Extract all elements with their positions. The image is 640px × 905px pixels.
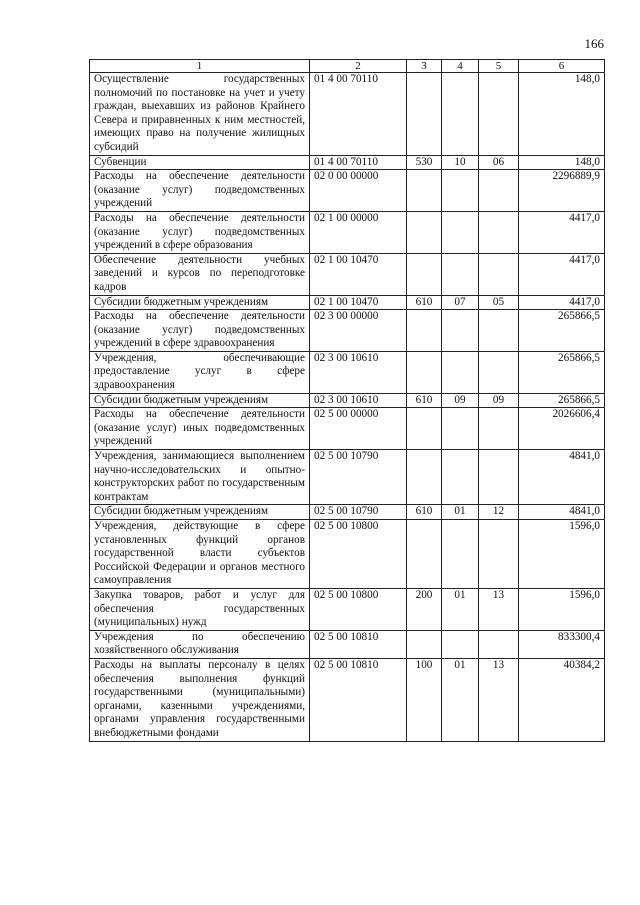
- table-row: [90, 351, 605, 393]
- target-code-cell: 02 5 00 00000: [310, 408, 407, 450]
- target-code-cell: 02 5 00 10800: [310, 520, 407, 589]
- expense-type-cell: [407, 520, 442, 589]
- target-code-cell: 02 1 00 00000: [310, 211, 407, 253]
- subsection-cell: 06: [479, 155, 519, 170]
- subsection-cell: [479, 351, 519, 393]
- subsection-cell: [479, 310, 519, 352]
- table-row: [90, 393, 605, 408]
- row-name-cell: Учреждения, действующие в сфере установленных функций органов государственной власти субъектов Российской Федерации и органов местного самоуправления: [90, 520, 310, 589]
- row-name-cell: Осуществление государственных полномочий по постановке на учет и учету граждан, выехавших из районов Крайнего Севера и приравненных к ним местностей, имеющих право на получение жилищных субсидий: [90, 73, 310, 156]
- target-code-cell: 02 3 00 10610: [310, 393, 407, 408]
- amount-cell: 833300,4: [519, 630, 605, 658]
- amount-cell: 40384,2: [519, 658, 605, 741]
- target-code-cell: 02 3 00 10610: [310, 351, 407, 393]
- row-name-cell: Субсидии бюджетным учреждениям: [90, 393, 310, 408]
- expense-type-cell: [407, 73, 442, 156]
- row-name-cell: Учреждения, обеспечивающие предоставление услуг в сфере здравоохранения: [90, 351, 310, 393]
- subsection-cell: 09: [479, 393, 519, 408]
- expense-type-cell: 610: [407, 393, 442, 408]
- page-number: 166: [584, 36, 604, 51]
- table-row: [90, 450, 605, 505]
- section-cell: 01: [442, 658, 479, 741]
- section-cell: [442, 310, 479, 352]
- section-cell: [442, 450, 479, 505]
- amount-cell: 2026606,4: [519, 408, 605, 450]
- row-name-cell: Субсидии бюджетным учреждениям: [90, 505, 310, 520]
- amount-cell: 4417,0: [519, 253, 605, 295]
- subsection-cell: [479, 520, 519, 589]
- expense-type-cell: [407, 170, 442, 212]
- section-cell: 09: [442, 393, 479, 408]
- section-cell: [442, 408, 479, 450]
- amount-cell: 148,0: [519, 155, 605, 170]
- amount-cell: 4841,0: [519, 505, 605, 520]
- target-code-cell: 02 5 00 10810: [310, 630, 407, 658]
- target-code-cell: 01 4 00 70110: [310, 73, 407, 156]
- amount-cell: 148,0: [519, 73, 605, 156]
- column-header: 1: [90, 60, 310, 73]
- section-cell: 01: [442, 588, 479, 630]
- section-cell: [442, 211, 479, 253]
- row-name-cell: Субвенции: [90, 155, 310, 170]
- table-row: [90, 310, 605, 352]
- column-header: 3: [407, 60, 442, 73]
- target-code-cell: 02 0 00 00000: [310, 170, 407, 212]
- section-cell: [442, 351, 479, 393]
- expense-type-cell: 200: [407, 588, 442, 630]
- section-cell: [442, 73, 479, 156]
- section-cell: [442, 630, 479, 658]
- table-row: [90, 630, 605, 658]
- expense-type-cell: 530: [407, 155, 442, 170]
- row-name-cell: Расходы на обеспечение деятельности (оказание услуг) подведомственных учреждений в сфере здравоохранения: [90, 310, 310, 352]
- target-code-cell: 02 3 00 00000: [310, 310, 407, 352]
- budget-table: [89, 59, 605, 742]
- expense-type-cell: 610: [407, 295, 442, 310]
- amount-cell: 265866,5: [519, 351, 605, 393]
- amount-cell: 265866,5: [519, 393, 605, 408]
- table-row: [90, 658, 605, 741]
- column-header: 4: [442, 60, 479, 73]
- row-name-cell: Расходы на обеспечение деятельности (оказание услуг) иных подведомственных учреждений: [90, 408, 310, 450]
- amount-cell: 4417,0: [519, 295, 605, 310]
- row-name-cell: Расходы на обеспечение деятельности (оказание услуг) подведомственных учреждений: [90, 170, 310, 212]
- subsection-cell: 13: [479, 588, 519, 630]
- amount-cell: 2296889,9: [519, 170, 605, 212]
- expense-type-cell: [407, 351, 442, 393]
- table-row: [90, 588, 605, 630]
- table-row: [90, 253, 605, 295]
- section-cell: 07: [442, 295, 479, 310]
- row-name-cell: Учреждения, занимающиеся выполнением научно-исследовательских и опытно-конструкторских работ по государственным контрактам: [90, 450, 310, 505]
- table-row: [90, 295, 605, 310]
- subsection-cell: [479, 211, 519, 253]
- target-code-cell: 02 5 00 10800: [310, 588, 407, 630]
- section-cell: 01: [442, 505, 479, 520]
- amount-cell: 4841,0: [519, 450, 605, 505]
- target-code-cell: 02 5 00 10790: [310, 505, 407, 520]
- expense-type-cell: 100: [407, 658, 442, 741]
- table-row: [90, 155, 605, 170]
- expense-type-cell: 610: [407, 505, 442, 520]
- column-header: 5: [479, 60, 519, 73]
- amount-cell: 1596,0: [519, 588, 605, 630]
- table-row: [90, 73, 605, 156]
- expense-type-cell: [407, 310, 442, 352]
- target-code-cell: 02 1 00 10470: [310, 295, 407, 310]
- table-row: [90, 170, 605, 212]
- section-cell: [442, 170, 479, 212]
- expense-type-cell: [407, 450, 442, 505]
- subsection-cell: [479, 170, 519, 212]
- subsection-cell: [479, 408, 519, 450]
- subsection-cell: [479, 253, 519, 295]
- subsection-cell: [479, 73, 519, 156]
- table-header-row: [90, 60, 605, 73]
- subsection-cell: 05: [479, 295, 519, 310]
- expense-type-cell: [407, 211, 442, 253]
- expense-type-cell: [407, 630, 442, 658]
- section-cell: [442, 520, 479, 589]
- subsection-cell: 13: [479, 658, 519, 741]
- table-body: [90, 73, 605, 742]
- row-name-cell: Закупка товаров, работ и услуг для обеспечения государственных (муниципальных) нужд: [90, 588, 310, 630]
- table-row: [90, 408, 605, 450]
- target-code-cell: 01 4 00 70110: [310, 155, 407, 170]
- target-code-cell: 02 5 00 10810: [310, 658, 407, 741]
- subsection-cell: [479, 630, 519, 658]
- section-cell: [442, 253, 479, 295]
- expense-type-cell: [407, 253, 442, 295]
- table-row: [90, 520, 605, 589]
- row-name-cell: Расходы на выплаты персоналу в целях обеспечения выполнения функций государственными (муниципальными) органами, казенными учреждениями, органами управления государственными внебюджетными фондами: [90, 658, 310, 741]
- row-name-cell: Расходы на обеспечение деятельности (оказание услуг) подведомственных учреждений в сфере образования: [90, 211, 310, 253]
- row-name-cell: Субсидии бюджетным учреждениям: [90, 295, 310, 310]
- section-cell: 10: [442, 155, 479, 170]
- expense-type-cell: [407, 408, 442, 450]
- column-header: 6: [519, 60, 605, 73]
- target-code-cell: 02 5 00 10790: [310, 450, 407, 505]
- table-row: [90, 211, 605, 253]
- row-name-cell: Обеспечение деятельности учебных заведений и курсов по переподготовке кадров: [90, 253, 310, 295]
- table-row: [90, 505, 605, 520]
- row-name-cell: Учреждения по обеспечению хозяйственного обслуживания: [90, 630, 310, 658]
- amount-cell: 4417,0: [519, 211, 605, 253]
- subsection-cell: 12: [479, 505, 519, 520]
- amount-cell: 265866,5: [519, 310, 605, 352]
- column-header: 2: [310, 60, 407, 73]
- target-code-cell: 02 1 00 10470: [310, 253, 407, 295]
- subsection-cell: [479, 450, 519, 505]
- amount-cell: 1596,0: [519, 520, 605, 589]
